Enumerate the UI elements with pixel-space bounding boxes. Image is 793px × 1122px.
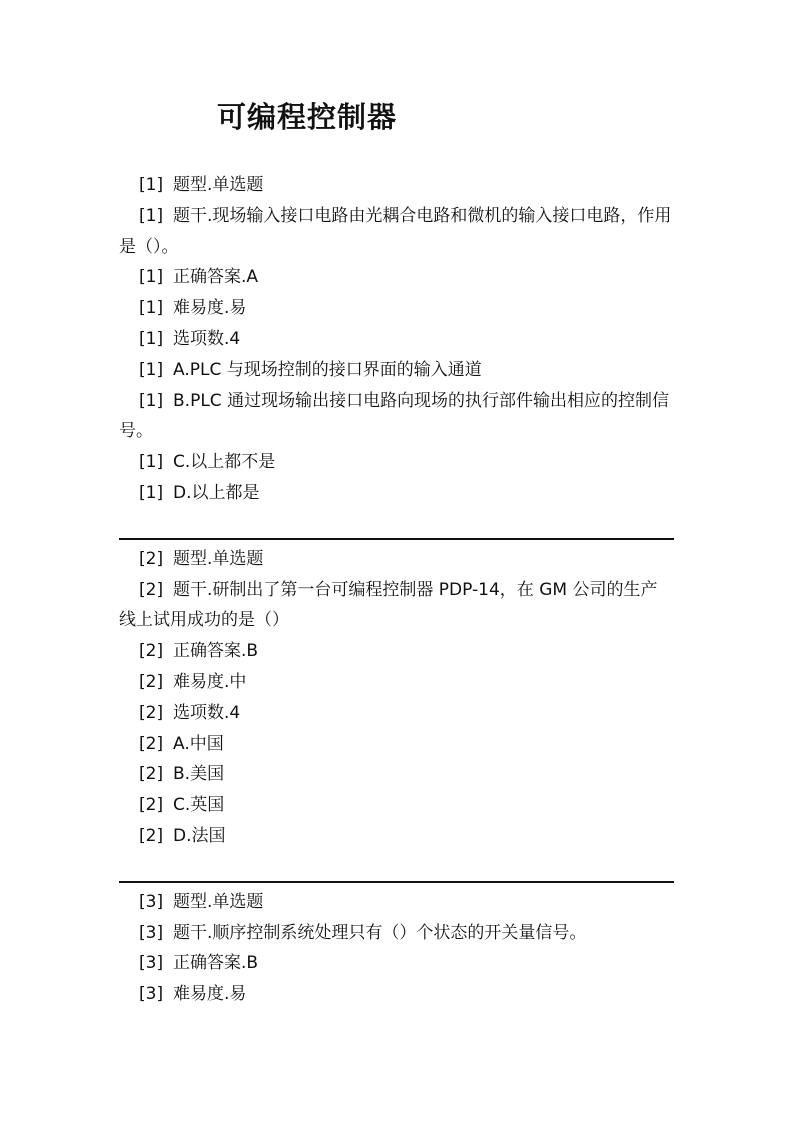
question-number: [3] bbox=[139, 922, 164, 943]
question-number: [2] bbox=[139, 579, 164, 600]
option-d: D.以上都是 bbox=[173, 482, 260, 503]
option-c: C.以上都不是 bbox=[173, 452, 276, 473]
difficulty: 难易度.中 bbox=[173, 671, 247, 692]
option-b-line bbox=[119, 759, 674, 790]
question-number: [2] bbox=[139, 641, 164, 662]
question-type-line bbox=[119, 170, 674, 201]
correct-answer: 正确答案.B bbox=[173, 641, 259, 662]
question-number: [3] bbox=[139, 953, 164, 974]
question-2 bbox=[119, 544, 674, 852]
difficulty: 难易度.易 bbox=[173, 298, 247, 319]
option-d: D.法国 bbox=[173, 825, 226, 846]
option-b: B.PLC 通过现场输出接口电路向现场的执行部件输出相应的控制信号。 bbox=[119, 390, 670, 442]
question-type-line bbox=[119, 544, 674, 575]
question-stem: 题干.顺序控制系统处理只有（）个状态的开关量信号。 bbox=[173, 922, 587, 943]
question-number: [2] bbox=[139, 671, 164, 692]
question-stem: 题干.研制出了第一台可编程控制器 PDP-14，在 GM 公司的生产线上试用成功的是（） bbox=[119, 579, 658, 631]
option-a-line bbox=[119, 729, 674, 760]
question-number: [1] bbox=[139, 298, 164, 319]
option-count: 选项数.4 bbox=[173, 702, 241, 723]
option-count-line bbox=[119, 324, 674, 355]
question-number: [1] bbox=[139, 205, 164, 226]
difficulty-line bbox=[119, 979, 674, 1010]
question-stem-line bbox=[119, 201, 674, 263]
question-1 bbox=[119, 170, 674, 509]
option-a: A.中国 bbox=[173, 733, 224, 754]
correct-answer: 正确答案.B bbox=[173, 953, 259, 974]
question-number: [1] bbox=[139, 267, 164, 288]
question-number: [2] bbox=[139, 733, 164, 754]
question-list bbox=[119, 170, 674, 1010]
correct-answer: 正确答案.A bbox=[173, 267, 259, 288]
option-count-line bbox=[119, 698, 674, 729]
question-number: [2] bbox=[139, 795, 164, 816]
question-type: 题型.单选题 bbox=[173, 548, 264, 569]
question-number: [1] bbox=[139, 390, 164, 411]
option-a-line bbox=[119, 355, 674, 386]
question-number: [1] bbox=[139, 452, 164, 473]
question-divider bbox=[119, 881, 674, 883]
question-type-line bbox=[119, 887, 674, 918]
question-number: [2] bbox=[139, 702, 164, 723]
question-number: [2] bbox=[139, 764, 164, 785]
question-number: [1] bbox=[139, 175, 164, 195]
question-number: [2] bbox=[139, 825, 164, 846]
option-c-line bbox=[119, 447, 674, 478]
correct-answer-line bbox=[119, 262, 674, 293]
question-stem: 题干.现场输入接口电路由光耦合电路和微机的输入接口电路，作用是（）。 bbox=[119, 205, 672, 257]
option-c-line bbox=[119, 790, 674, 821]
option-c: C.英国 bbox=[173, 795, 225, 816]
difficulty-line bbox=[119, 293, 674, 324]
question-number: [2] bbox=[139, 548, 164, 569]
page-title: 可编程控制器 bbox=[217, 100, 398, 134]
correct-answer-line bbox=[119, 948, 674, 979]
question-3 bbox=[119, 887, 674, 1010]
question-stem-line bbox=[119, 918, 674, 949]
question-type: 题型.单选题 bbox=[173, 891, 264, 912]
option-a: A.PLC 与现场控制的接口界面的输入通道 bbox=[173, 359, 482, 380]
option-d-line bbox=[119, 821, 674, 852]
question-divider bbox=[119, 538, 674, 540]
question-type: 题型.单选题 bbox=[173, 175, 264, 195]
option-b-line bbox=[119, 386, 674, 448]
correct-answer-line bbox=[119, 636, 674, 667]
question-stem-line bbox=[119, 575, 674, 637]
question-number: [1] bbox=[139, 328, 164, 349]
option-b: B.美国 bbox=[173, 764, 225, 785]
difficulty: 难易度.易 bbox=[173, 984, 247, 1005]
difficulty-line bbox=[119, 667, 674, 698]
question-number: [1] bbox=[139, 359, 164, 380]
question-number: [3] bbox=[139, 891, 164, 912]
option-d-line bbox=[119, 478, 674, 509]
question-number: [3] bbox=[139, 984, 164, 1005]
question-number: [1] bbox=[139, 482, 164, 503]
option-count: 选项数.4 bbox=[173, 328, 241, 349]
